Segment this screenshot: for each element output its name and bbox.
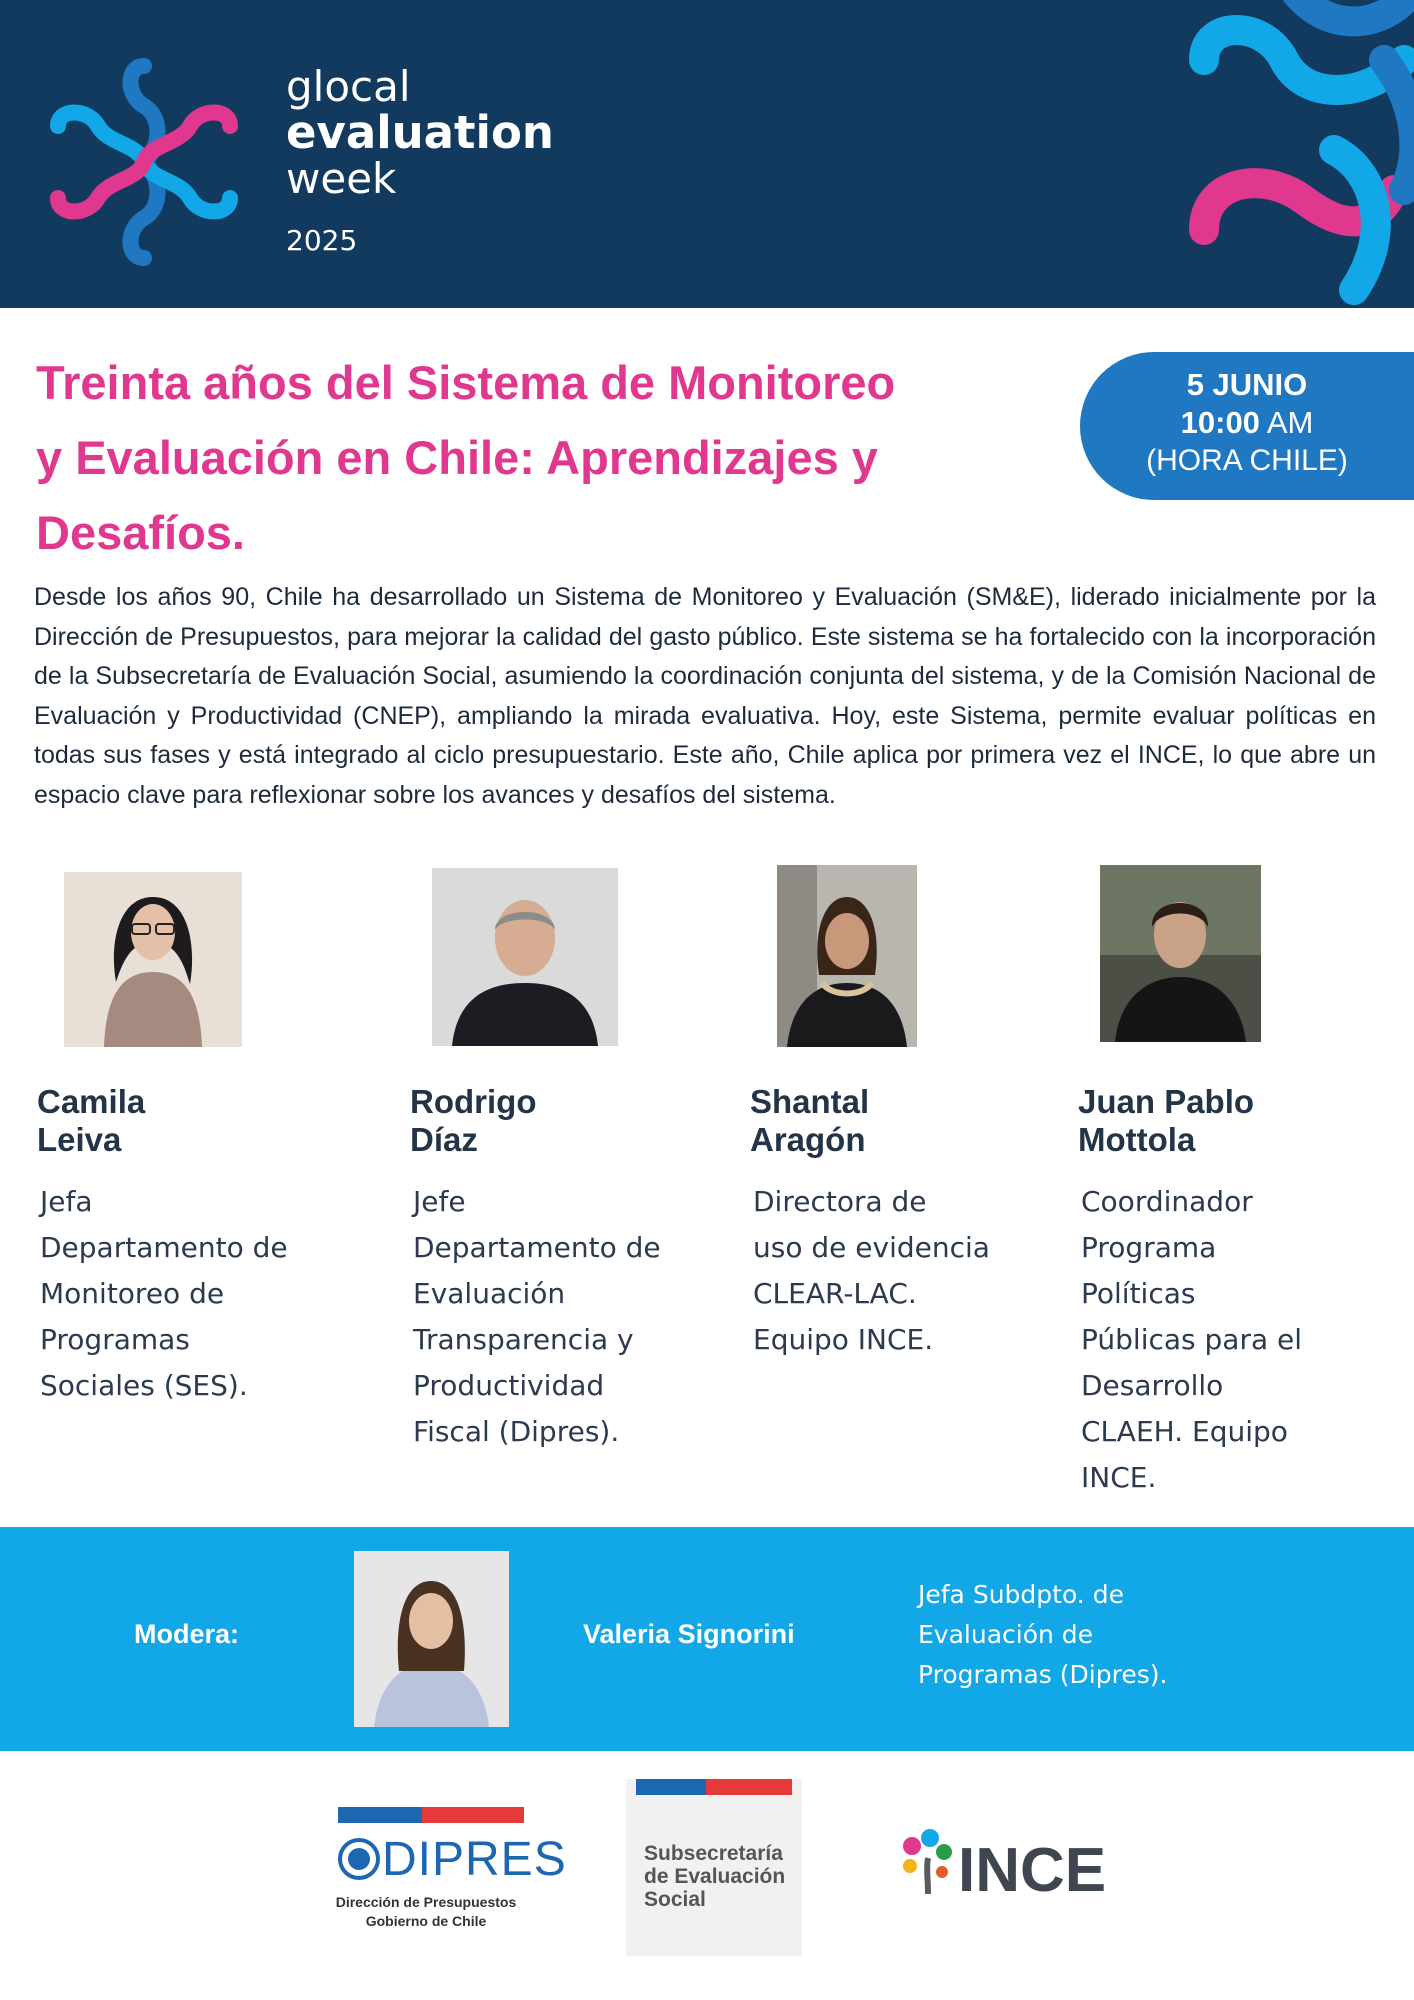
ses-flag-bar-icon [636, 1779, 792, 1795]
speaker-name-1 [37, 1083, 145, 1159]
role-line: Públicas para el [1081, 1323, 1303, 1356]
dipres-subtitle-line: Gobierno de Chile [365, 1913, 487, 1929]
role-line: Programas [40, 1323, 190, 1356]
dipres-wordmark: DIPRES [382, 1833, 567, 1886]
header-banner [0, 0, 1414, 308]
speaker-name-4 [1078, 1083, 1254, 1159]
moderator-name: Valeria Signorini [583, 1619, 795, 1649]
date-badge [1080, 352, 1414, 500]
event-time-hour: 10:00 [1180, 405, 1260, 440]
role-line: Desarrollo [1081, 1369, 1224, 1402]
ses-line: Subsecretaría [644, 1842, 783, 1865]
role-line: Departamento de [413, 1231, 661, 1264]
role-line: Evaluación de [918, 1620, 1094, 1649]
speaker-name-3 [750, 1083, 869, 1159]
dipres-subtitle [326, 1893, 526, 1931]
dipres-flag-bar-icon [338, 1807, 524, 1823]
role-line: Fiscal (Dipres). [413, 1415, 620, 1448]
person-valeria-icon [354, 1551, 509, 1727]
ince-wordmark: INCE [958, 1836, 1107, 1905]
speaker-first-name: Camila [37, 1083, 146, 1120]
role-line: Productividad [413, 1369, 605, 1402]
decorative-loops-icon [1174, 0, 1414, 308]
role-line: Equipo INCE. [753, 1323, 934, 1356]
role-line: Departamento de [40, 1231, 288, 1264]
event-date: 5 JUNIO [1186, 367, 1308, 402]
event-title-line-1: Treinta años del Sistema de Monitoreo [36, 356, 896, 409]
role-line: CLAEH. Equipo [1081, 1415, 1288, 1448]
role-line: Transparencia y [413, 1323, 634, 1356]
person-juan-pablo-icon [1100, 865, 1261, 1042]
moderator-label: Modera: [134, 1619, 240, 1649]
glocal-logo-icon [46, 56, 242, 268]
role-line: Programa [1081, 1231, 1217, 1264]
ses-wordmark [644, 1842, 794, 1911]
role-line: INCE. [1081, 1461, 1157, 1494]
dipres-subtitle-line: Dirección de Presupuestos [335, 1894, 517, 1910]
speaker-photo-1 [64, 872, 242, 1047]
speaker-last-name: Díaz [410, 1121, 478, 1158]
role-line: Jefe [413, 1185, 466, 1218]
ses-line: de Evaluación [644, 1865, 786, 1888]
role-line: Monitoreo de [40, 1277, 225, 1310]
person-shantal-icon [777, 865, 917, 1047]
moderator-role [918, 1575, 1248, 1695]
moderator-photo [354, 1551, 509, 1727]
event-time-suffix: AM [1259, 405, 1314, 440]
role-line: Sociales (SES). [40, 1369, 248, 1402]
brand-year: 2025 [286, 224, 358, 257]
brand-line-2: evaluation [286, 106, 554, 159]
role-line: uso de evidencia [753, 1231, 990, 1264]
event-timezone: (HORA CHILE) [1146, 444, 1348, 477]
brand-line-3: week [286, 154, 397, 203]
role-line: Directora de [753, 1185, 927, 1218]
dipres-seal-icon [338, 1838, 380, 1880]
speaker-first-name: Juan Pablo [1078, 1083, 1255, 1120]
speaker-photo-3 [777, 865, 917, 1047]
speaker-role-3 [753, 1179, 990, 1363]
speaker-last-name: Mottola [1078, 1121, 1196, 1158]
speaker-role-2 [413, 1179, 661, 1455]
person-camila-icon [64, 872, 242, 1047]
brand-wordmark [286, 64, 554, 258]
role-line: Jefa [40, 1185, 93, 1218]
speaker-last-name: Leiva [37, 1121, 122, 1158]
speaker-name-2 [410, 1083, 536, 1159]
speaker-role-1 [40, 1179, 288, 1409]
event-title [36, 345, 1056, 570]
role-line: Jefa Subdpto. de [918, 1580, 1124, 1609]
role-line: Evaluación [413, 1277, 566, 1310]
event-title-line-3: Desafíos. [36, 506, 245, 559]
brand-line-1: glocal [286, 62, 411, 111]
ses-line: Social [644, 1888, 706, 1911]
speaker-photo-2 [432, 868, 618, 1046]
speaker-photo-4 [1100, 865, 1261, 1042]
role-line: Coordinador [1081, 1185, 1253, 1218]
event-title-line-2: y Evaluación en Chile: Aprendizajes y [36, 431, 878, 484]
speaker-first-name: Rodrigo [410, 1083, 537, 1120]
person-rodrigo-icon [432, 868, 618, 1046]
ince-tree-icon [898, 1828, 956, 1896]
role-line: Programas (Dipres). [918, 1660, 1168, 1689]
speaker-last-name: Aragón [750, 1121, 866, 1158]
role-line: CLEAR-LAC. [753, 1277, 917, 1310]
event-time [1080, 404, 1414, 442]
speaker-first-name: Shantal [750, 1083, 870, 1120]
role-line: Políticas [1081, 1277, 1196, 1310]
intro-paragraph: Desde los años 90, Chile ha desarrollado un Sistema de Monitoreo y Evaluación (SM&E), liderado inicialmente por la Dirección de Presupuestos, para mejorar la calidad del gasto público. Este sistema se ha fortalecido con la incorporación de la Subsecretaría de Evaluación Social, asumiendo la coordinación conjunta del sistema, y de la Comisión Nacional de Evaluación y Productividad (CNEP), ampliando la mirada evaluativa. Hoy, este Sistema, permite evaluar políticas en todas sus fases y está integrado al ciclo presupuestario. Este año, Chile aplica por primera vez el INCE, lo que abre un espacio clave para reflexionar sobre los avances y desafíos del sistema. [34, 583, 1376, 809]
speaker-role-4 [1081, 1179, 1302, 1501]
